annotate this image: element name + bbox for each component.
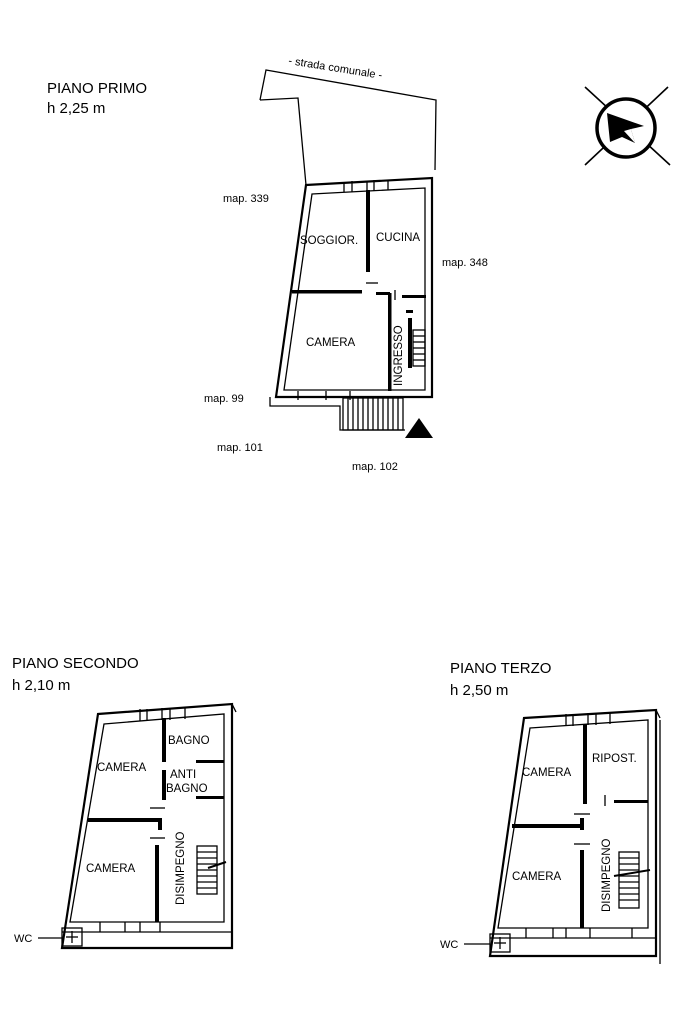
parcel-339: map. 339 (223, 193, 269, 205)
north-arrow-icon (585, 87, 670, 165)
primo-exterior-stair (270, 397, 405, 430)
terzo-room-disimpegno: DISIMPEGNO (601, 838, 613, 912)
terzo-outer-wall (490, 710, 656, 956)
camera-right-wall (388, 293, 392, 391)
secondo-room-wc: WC (14, 933, 33, 945)
piano-terzo (440, 660, 660, 964)
piano-terzo-title: PIANO TERZO (450, 660, 552, 677)
room-ingresso: INGRESSO (393, 325, 405, 386)
parcel-348: map. 348 (442, 257, 488, 269)
secondo-room-antibagno: BAGNO (166, 783, 208, 795)
piano-terzo-height: h 2,50 m (450, 682, 509, 699)
primo-internal-stair (408, 318, 425, 368)
terzo-room-camera-bottom: CAMERA (512, 871, 562, 883)
room-cucina: CUCINA (376, 232, 421, 244)
piano-secondo (12, 655, 236, 948)
terzo-stair (614, 852, 650, 908)
soggiorno-cucina-wall (366, 190, 370, 272)
street-outline (260, 70, 436, 170)
street-label: - strada comunale - (287, 55, 384, 82)
piano-secondo-height: h 2,10 m (12, 677, 71, 694)
secondo-bottom-openings (100, 922, 160, 932)
room-camera: CAMERA (306, 337, 356, 349)
secondo-room-bagno: BAGNO (168, 735, 210, 747)
primo-bottom-openings (298, 391, 350, 400)
entrance-arrow (405, 418, 433, 438)
terzo-bottom-openings (526, 928, 632, 938)
secondo-room-disimpegno: DISIMPEGNO (175, 831, 187, 905)
piano-secondo-title: PIANO SECONDO (12, 655, 139, 672)
room-soggiorno: SOGGIOR. (300, 235, 359, 247)
parcel-102: map. 102 (352, 461, 398, 473)
terzo-camera-divider (512, 824, 580, 828)
secondo-room-camera-bottom: CAMERA (86, 863, 136, 875)
secondo-wc (38, 928, 82, 946)
parcel-101: map. 101 (217, 442, 263, 454)
parcel-99: map. 99 (204, 393, 244, 405)
piano-primo-height: h 2,25 m (47, 100, 106, 117)
secondo-room-anti: ANTI (170, 769, 197, 781)
secondo-camera-divider (88, 818, 158, 822)
terzo-room-wc: WC (440, 939, 459, 951)
terzo-room-camera-top: CAMERA (522, 767, 572, 779)
piano-primo (47, 55, 488, 473)
secondo-room-camera-top: CAMERA (97, 762, 147, 774)
secondo-stair (197, 846, 226, 894)
camera-top-wall (292, 290, 362, 294)
terzo-wc (464, 934, 510, 952)
piano-primo-title: PIANO PRIMO (47, 80, 148, 97)
terzo-room-ripostiglio: RIPOST. (592, 753, 637, 765)
street-left-edge (260, 98, 306, 185)
